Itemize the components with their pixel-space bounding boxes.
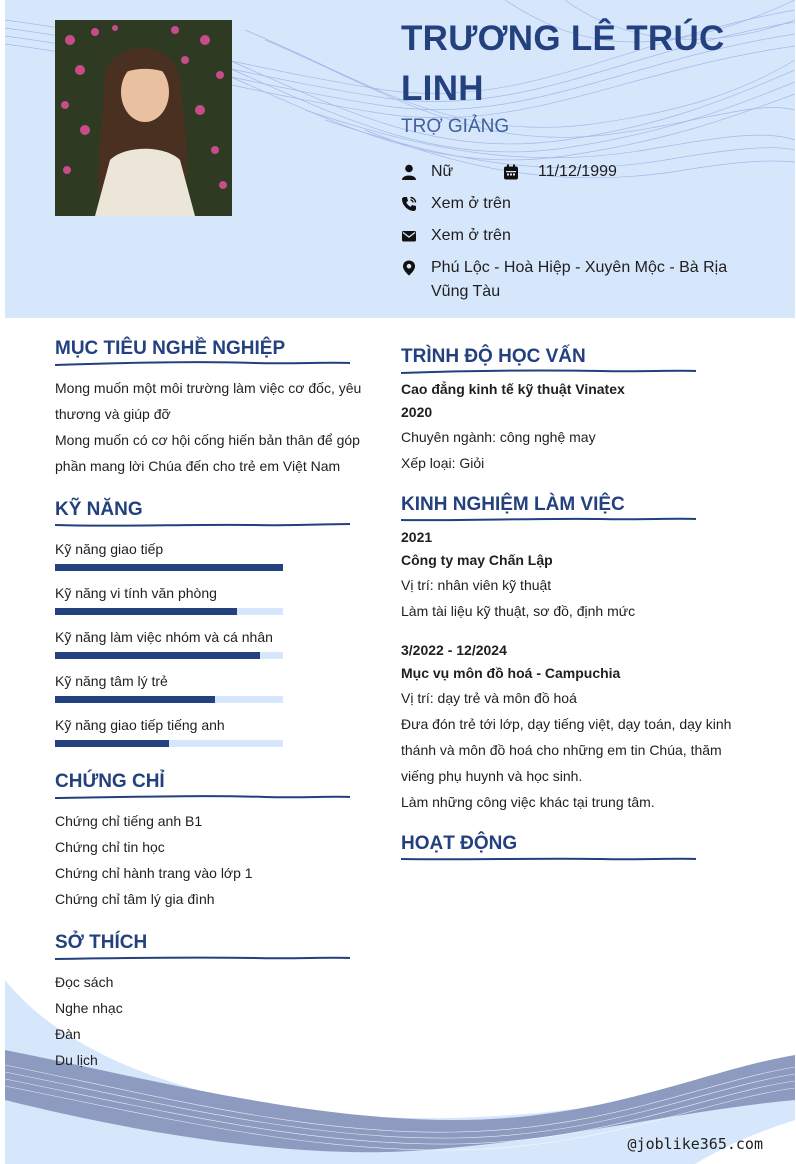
candidate-name: TRƯƠNG LÊ TRÚC LINH [401,19,725,108]
skill-item [55,584,283,618]
school-name: Cao đẳng kinh tế kỹ thuật Vinatex [401,381,625,397]
skill-item [55,540,283,574]
job-detail-line: Đưa đón trẻ tới lớp, dạy tiếng việt, dạy toán, dạy kinh thánh và môn đồ hoá cho những em tin Chúa, thăm viếng phụ huynh và học sinh. [401,716,732,784]
job-detail-line: Làm những công việc khác tại trung tâm. [401,794,655,810]
activities-underline [401,855,696,863]
skill-item [55,628,283,662]
user-icon [401,164,417,180]
experience-job [401,639,741,815]
skills-underline [55,521,350,529]
job-company: Công ty may Chấn Lập [401,552,553,568]
objective-text [55,375,370,479]
phone-icon [401,196,417,212]
hobbies-underline [55,954,350,962]
job-details [401,572,741,624]
gender-value: Nữ [431,163,454,180]
job-time: 3/2022 - 12/2024 [401,642,507,658]
experience-underline [401,515,696,523]
skill-bar-fill [55,696,215,703]
certificates-list [55,808,253,912]
experience-job [401,526,741,624]
skill-item [55,716,283,750]
skill-label: Kỹ năng vi tính văn phòng [55,585,217,601]
objective-title: MỤC TIÊU NGHỀ NGHIỆP [55,338,286,359]
address-value: Phú Lộc - Hoà Hiệp - Xuyên Mộc - Bà Rịa Vũng Tàu [431,259,728,300]
activities-title: HOẠT ĐỘNG [401,833,518,854]
certificate-item: Chứng chỉ hành trang vào lớp 1 [55,865,253,881]
certificate-item: Chứng chỉ tiếng anh B1 [55,813,203,829]
calendar-icon [503,164,519,180]
skill-bar-track [55,696,283,703]
certificates-title: CHỨNG CHỈ [55,771,165,792]
skill-label: Kỹ năng làm việc nhóm và cá nhân [55,629,273,645]
certificate-item: Chứng chỉ tâm lý gia đình [55,891,215,907]
birthday-value: 11/12/1999 [538,163,617,180]
education-year: 2020 [401,404,433,420]
hobby-item: Đọc sách [55,974,114,990]
skill-bar-track [55,608,283,615]
education-grade: Xếp loại: Giỏi [401,455,485,471]
certificates-underline [55,793,350,801]
job-detail-line: Làm tài liệu kỹ thuật, sơ đồ, định mức [401,603,636,619]
skill-label: Kỹ năng tâm lý trẻ [55,673,168,689]
hobbies-list [55,969,123,1073]
email-value: Xem ở trên [431,227,511,244]
skill-item [55,672,283,706]
job-details [401,685,741,815]
job-detail-line: Vị trí: dạy trẻ và môn đồ hoá [401,690,577,706]
education-title: TRÌNH ĐỘ HỌC VẤN [401,346,586,367]
phone-value: Xem ở trên [431,195,511,212]
job-detail-line: Vị trí: nhân viên kỹ thuật [401,577,552,593]
job-company: Mục vụ môn đồ hoá - Campuchia [401,665,621,681]
skill-label: Kỹ năng giao tiếp tiếng anh [55,717,225,733]
skill-bar-track [55,652,283,659]
objective-line: Mong muốn một môi trường làm việc cơ đốc, yêu thương và giúp đỡ [55,380,362,422]
hobby-item: Du lịch [55,1052,98,1068]
hobby-item: Đàn [55,1026,81,1042]
location-icon [401,260,417,276]
watermark: @joblike365.com [627,1135,763,1153]
address-row [401,256,766,306]
education-underline [401,368,696,376]
objective-line: Mong muốn có cơ hội cống hiến bản thân để góp phần mang lời Chúa đến cho trẻ em Việt Nam [55,432,360,474]
skills-title: KỸ NĂNG [55,499,143,520]
education-details [401,424,761,476]
skill-bar-track [55,564,283,571]
cv-page [5,0,795,1164]
skill-bar-fill [55,608,237,615]
job-time: 2021 [401,529,433,545]
education-block [401,378,761,476]
hobby-item: Nghe nhạc [55,1000,123,1016]
hobbies-title: SỞ THÍCH [55,932,148,953]
skill-label: Kỹ năng giao tiếp [55,541,164,557]
job-title: TRỢ GIẢNG [401,116,510,137]
experience-title: KINH NGHIỆM LÀM VIỆC [401,494,625,515]
skill-bar-track [55,740,283,747]
skill-bar-fill [55,740,169,747]
skill-bar-fill [55,564,283,571]
email-icon [401,228,417,244]
profile-photo [55,20,232,216]
skill-bar-fill [55,652,260,659]
education-major: Chuyên ngành: công nghệ may [401,429,596,445]
certificate-item: Chứng chỉ tin học [55,839,165,855]
objective-underline [55,360,350,368]
